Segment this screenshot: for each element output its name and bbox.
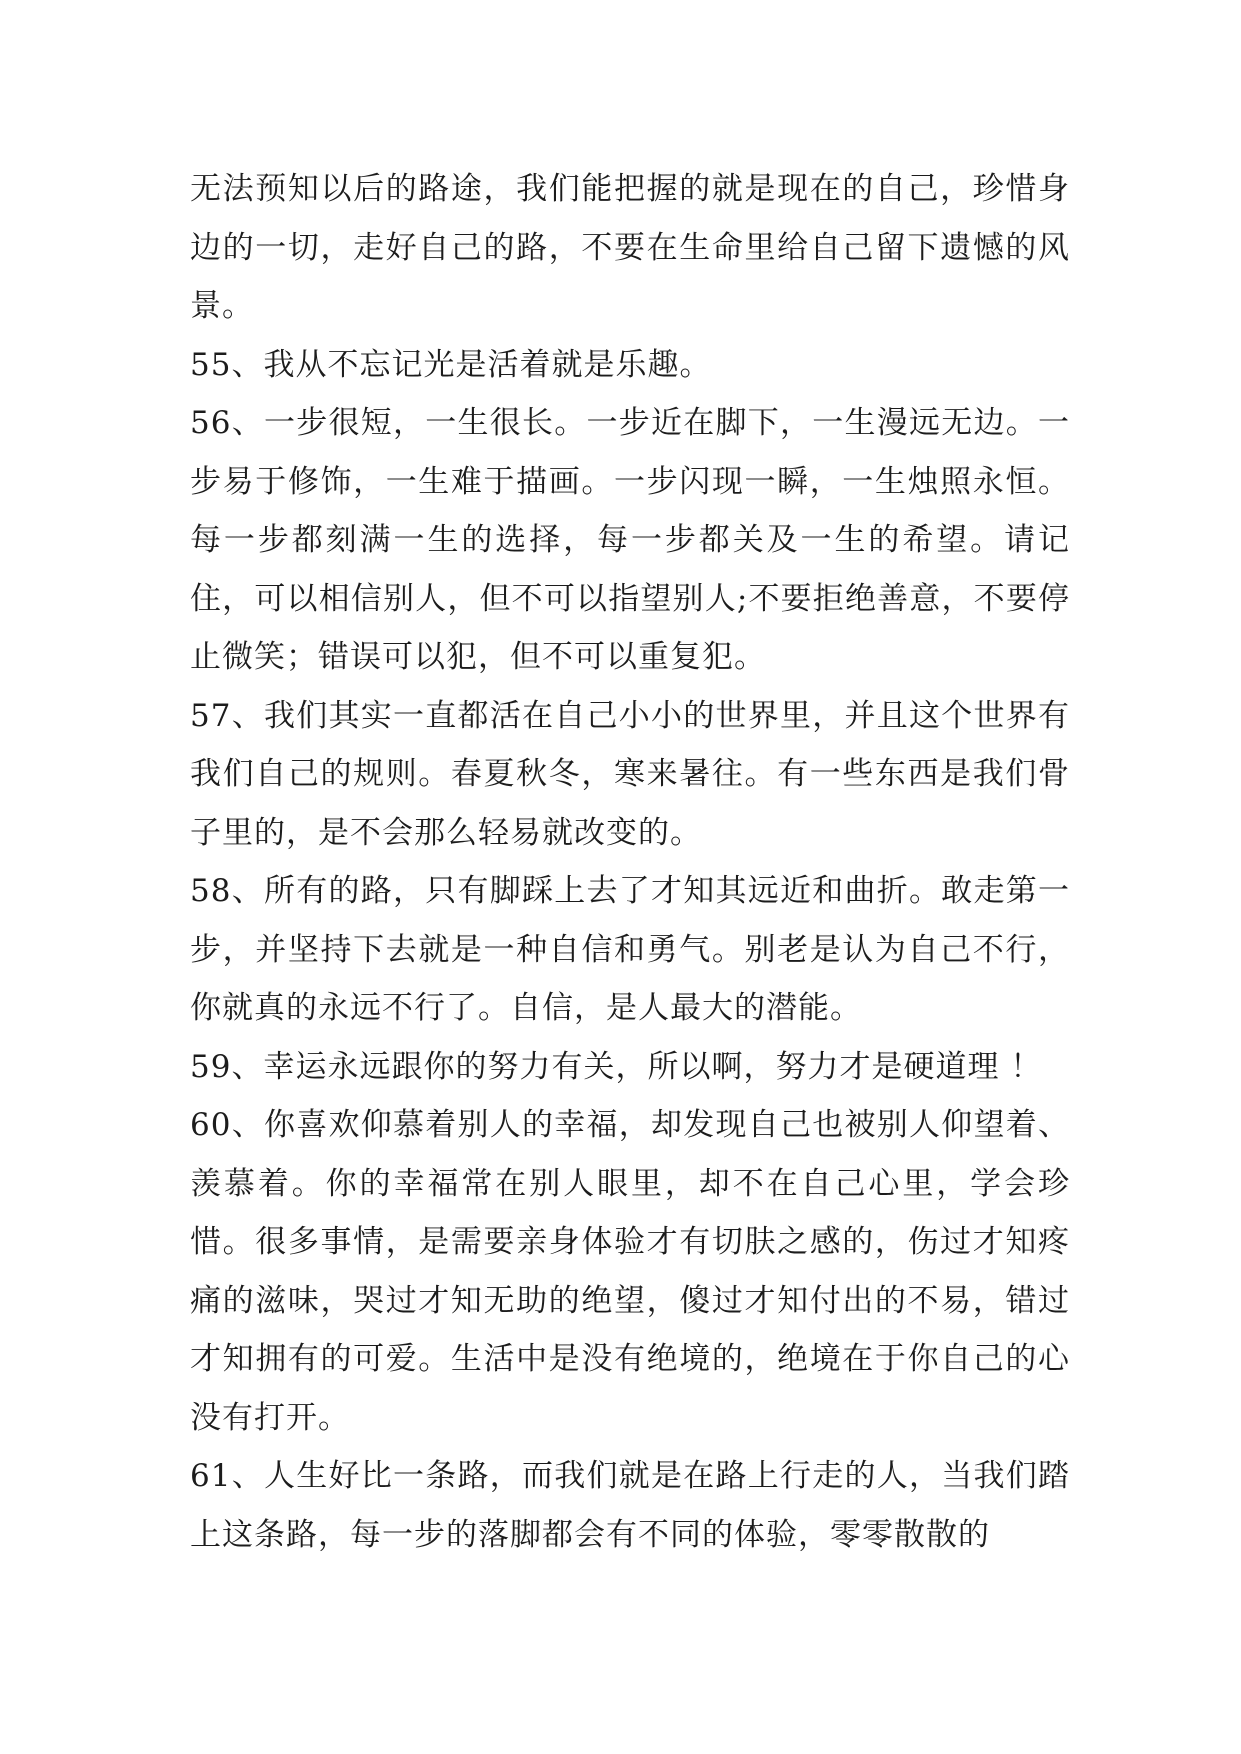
paragraph-58: 58、所有的路，只有脚踩上去了才知其远近和曲折。敢走第一步，并坚持下去就是一种自信和勇气。别老是认为自己不行，你就真的永远不行了。自信，是人最大的潜能。	[190, 873, 1070, 1026]
paragraph-intro: 无法预知以后的路途，我们能把握的就是现在的自己，珍惜身边的一切，走好自己的路，不要在生命里给自己留下遗憾的风景。	[190, 171, 1070, 324]
paragraph-61: 61、人生好比一条路，而我们就是在路上行走的人，当我们踏上这条路，每一步的落脚都会有不同的体验，零零散散的	[190, 1458, 1070, 1553]
paragraph-60: 60、你喜欢仰慕着别人的幸福，却发现自己也被别人仰望着、羡慕着。你的幸福常在别人眼里，却不在自己心里，学会珍惜。很多事情，是需要亲身体验才有切肤之感的，伤过才知疼痛的滋味，哭过才知无助的绝望，傻过才知付出的不易，错过才知拥有的可爱。生活中是没有绝境的，绝境在于你自己的心没有打开。	[190, 1107, 1070, 1436]
paragraph-56: 56、一步很短，一生很长。一步近在脚下，一生漫远无边。一步易于修饰，一生难于描画。一步闪现一瞬，一生烛照永恒。每一步都刻满一生的选择，每一步都关及一生的希望。请记住，可以相信别人，但不可以指望别人;不要拒绝善意，不要停止微笑；错误可以犯，但不可以重复犯。	[190, 405, 1070, 675]
body-text	[190, 160, 1070, 1564]
paragraph-59: 59、幸运永远跟你的努力有关，所以啊，努力才是硬道理 ！	[190, 1048, 1043, 1085]
paragraph-55: 55、我从不忘记光是活着就是乐趣。	[190, 346, 712, 383]
paragraph-57: 57、我们其实一直都活在自己小小的世界里，并且这个世界有我们自己的规则。春夏秋冬，寒来暑往。有一些东西是我们骨子里的，是不会那么轻易就改变的。	[190, 697, 1070, 851]
